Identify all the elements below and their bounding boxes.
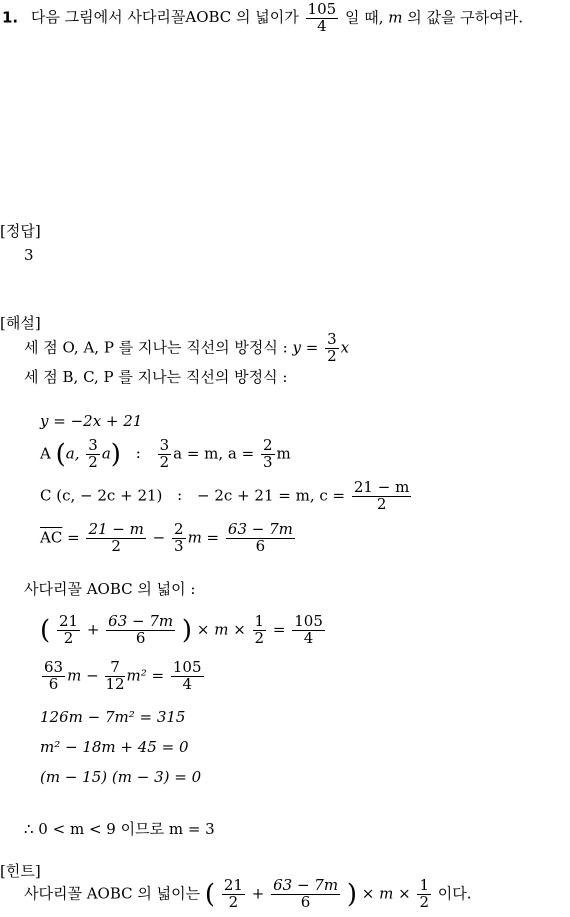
- point-c-line: [40, 480, 413, 513]
- a-eq-mid: a = m, a =: [173, 444, 255, 463]
- step-1: ( $\frac{21}{2}$ + $\frac{63 - 7m}{6}$ ) × m × $\frac{1}{2}$ = $\frac{105}{4}$: [40, 612, 323, 647]
- solution-line-2: 세 점 B, C, P 를 지나는 직선의 방정식 :: [24, 368, 288, 386]
- s1-d4: 4: [303, 628, 314, 647]
- ac-label: $\overline{AC}$: [40, 528, 63, 547]
- hint-n1: 21: [223, 876, 243, 894]
- a-eq-num: 3: [159, 436, 170, 454]
- s2-d1: 6: [48, 674, 59, 693]
- hint-prefix: 사다리꼴 AOBC 의 넓이는: [24, 884, 201, 903]
- line1-den: 2: [327, 346, 337, 365]
- s2-frac-1: [42, 660, 65, 693]
- ac-den-2: 3: [174, 536, 184, 555]
- a-coord-frac: [86, 438, 100, 471]
- question-line: [2, 2, 523, 35]
- c-num: 21 − m: [353, 478, 410, 496]
- s2-mid: m −: [67, 666, 99, 685]
- line1-eq: y =: [292, 338, 319, 357]
- a-label: A: [40, 444, 51, 463]
- s1-n2: 63 − 7m: [108, 612, 174, 630]
- ac-den-3: 6: [255, 536, 266, 555]
- c-coord: (c, − 2c + 21): [56, 486, 163, 505]
- s1-n1: 21: [58, 612, 79, 630]
- ac-m: m =: [187, 528, 220, 547]
- hint-d2: 6: [300, 892, 311, 911]
- hint-suffix: 이다.: [437, 884, 472, 903]
- hint-n3: 1: [419, 876, 430, 894]
- solution-heading: [해설]: [0, 314, 41, 332]
- s2-n3: 105: [172, 658, 202, 676]
- a-eq-frac: [158, 438, 172, 471]
- c-eq: − 2c + 21 = m, c =: [197, 486, 346, 505]
- hint-plus: +: [251, 884, 265, 903]
- hint-times: × m ×: [361, 884, 411, 903]
- question-prefix: 다음 그림에서 사다리꼴AOBC 의 넓이가: [30, 8, 299, 27]
- s2-frac-2: [105, 660, 124, 693]
- hint-frac-3: [417, 878, 431, 911]
- area-denominator: 4: [317, 16, 327, 35]
- question-number: 1.: [2, 8, 19, 27]
- s1-n4: 105: [294, 612, 323, 630]
- line1-text: 세 점 O, A, P 를 지나는 직선의 방정식 :: [24, 338, 288, 357]
- ac-num-3: 63 − 7m: [227, 520, 293, 538]
- ac-num-2: 2: [174, 520, 184, 538]
- s2-n1: 63: [44, 658, 64, 676]
- line1-num: 3: [327, 330, 337, 348]
- hint-d3: 2: [419, 892, 430, 911]
- ac-frac-2: [172, 522, 186, 555]
- s1-frac-2: [106, 614, 175, 647]
- area-fraction: [306, 2, 339, 35]
- question-suffix-2: 의 값을 구하여라.: [407, 8, 524, 27]
- a-eq-end: m: [276, 444, 291, 463]
- s1-n3: 1: [254, 612, 265, 630]
- conclusion: ∴ 0 < m < 9 이므로 m = 3: [24, 820, 215, 838]
- hint-frac-1: [222, 878, 245, 911]
- ac-frac-1: [86, 522, 145, 555]
- hint-heading: [힌트]: [0, 862, 41, 880]
- hint-n2: 63 − 7m: [273, 876, 339, 894]
- a-eq-den: 2: [159, 452, 170, 471]
- ac-den-1: 2: [111, 536, 121, 555]
- s1-plus: +: [86, 620, 100, 639]
- hint-line: 사다리꼴 AOBC 의 넓이는 ( $\frac{21}{2}$ + $\frac{63 - 7m}{6}$ ) × m × $\frac{1}{2}$ 이다.: [24, 876, 472, 911]
- point-a-line: A (a, $\frac{3}{2}$ a) : $\frac{3}{2}$ a = m, a = $\frac{2}{3}$ m: [40, 436, 291, 471]
- step-3: 126m − 7m² = 315: [40, 708, 186, 726]
- step-2: [40, 660, 206, 693]
- a-coord-2: a: [101, 444, 111, 463]
- a-eq-num-2: 2: [262, 436, 273, 454]
- s2-n2: 7: [105, 660, 124, 677]
- hint-frac-2: [271, 878, 340, 911]
- s1-eq: =: [272, 620, 286, 639]
- ac-minus: −: [152, 528, 166, 547]
- a-frac-den: 2: [88, 452, 98, 471]
- s2-d2: 12: [105, 674, 125, 693]
- hint-d1: 2: [228, 892, 239, 911]
- step-5: (m − 15) (m − 3) = 0: [40, 768, 202, 786]
- answer-value: 3: [24, 246, 34, 264]
- a-sep: :: [135, 444, 141, 463]
- eq-line: y = −2x + 21: [40, 412, 143, 430]
- solution-line-1: [24, 332, 349, 365]
- area-numerator: 105: [307, 0, 337, 18]
- c-sep: :: [177, 486, 183, 505]
- s1-d1: 2: [63, 628, 74, 647]
- area-title: 사다리꼴 AOBC 의 넓이 :: [24, 580, 196, 598]
- ac-num-1: 21 − m: [88, 520, 144, 538]
- a-coord: a,: [65, 444, 80, 463]
- a-eq-frac-2: [261, 438, 275, 471]
- a-eq-den-2: 3: [262, 452, 273, 471]
- s1-frac-1: [57, 614, 80, 647]
- line1-x: x: [340, 338, 350, 357]
- c-frac: [352, 480, 411, 513]
- s2-m2: m² =: [126, 666, 165, 685]
- s1-frac-3: [253, 614, 267, 647]
- c-label: C: [40, 486, 52, 505]
- s1-frac-4: [292, 614, 325, 647]
- line1-fraction: [325, 332, 339, 365]
- ac-line: [40, 522, 297, 555]
- answer-heading: [정답]: [0, 222, 41, 240]
- step-4: m² − 18m + 45 = 0: [40, 738, 189, 756]
- s1-d3: 2: [254, 628, 265, 647]
- s2-frac-3: [171, 660, 204, 693]
- ac-eq: =: [67, 528, 80, 547]
- s2-d3: 4: [182, 674, 192, 693]
- c-den: 2: [376, 494, 387, 513]
- a-frac-num: 3: [88, 436, 98, 454]
- question-var-m: m: [388, 8, 403, 27]
- question-suffix-1: 일 때,: [344, 8, 384, 27]
- ac-frac-3: [226, 522, 295, 555]
- s1-d2: 6: [135, 628, 146, 647]
- s1-times: × m ×: [196, 620, 246, 639]
